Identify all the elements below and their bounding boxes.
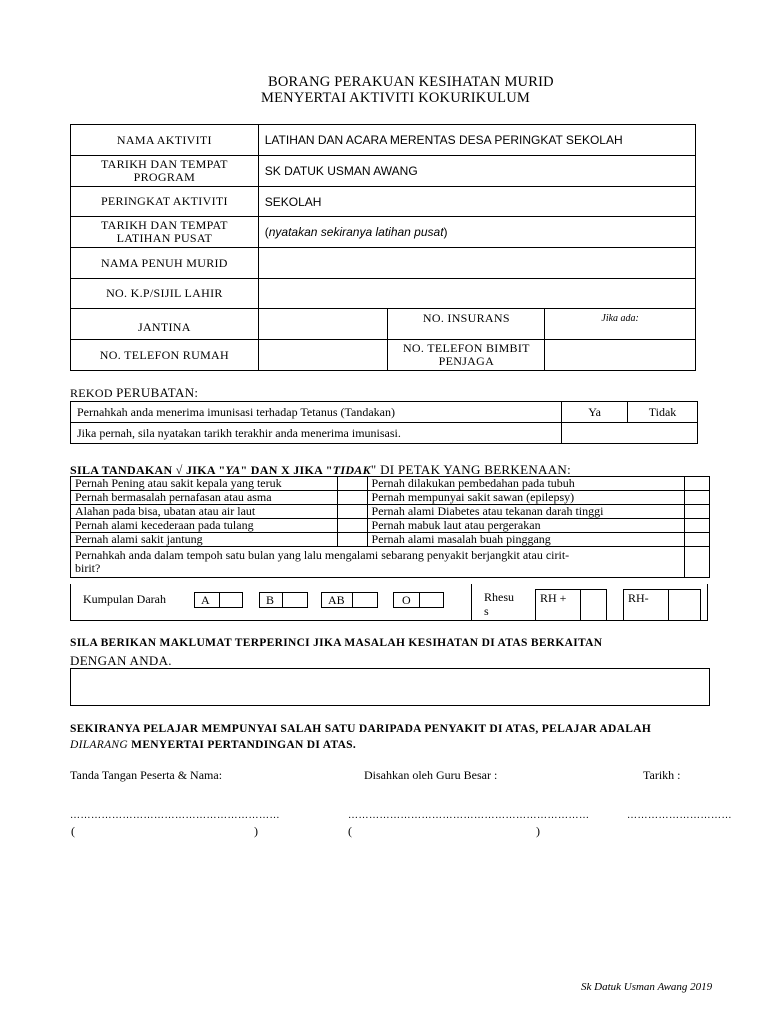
darah-a-box[interactable] <box>194 592 243 608</box>
tarikh-latihan-value[interactable]: (nyatakan sekiranya latihan pusat) <box>258 217 695 248</box>
darah-row <box>70 584 708 621</box>
penyakit-right-item: Pernah alami masalah buah pinggang <box>367 533 684 547</box>
tandakan-h2: JIKA " <box>186 463 226 477</box>
guru-label: Disahkan oleh Guru Besar : <box>364 768 498 782</box>
penyakit-left-checkbox[interactable] <box>337 533 367 547</box>
tandakan-h1: SILA TANDAKAN <box>70 463 173 477</box>
footer-text: Sk Datuk Usman Awang 2019 <box>581 981 713 993</box>
penyakit-left-checkbox[interactable] <box>337 505 367 519</box>
tandakan-h4: " DI PETAK YANG BERKENAAN: <box>370 462 571 477</box>
form-subtitle: MENYERTAI AKTIVITI KOKURIKULUM <box>261 90 530 106</box>
amaran-line1: SEKIRANYA PELAJAR MEMPUNYAI SALAH SATU DARIPADA PENYAKIT DI ATAS, PELAJAR ADALAH <box>70 723 652 735</box>
tarikh-program-label-line2: PROGRAM <box>133 170 196 184</box>
amaran-dilarang: DILARANG <box>70 739 128 751</box>
telefon-rumah-field[interactable] <box>258 340 388 371</box>
darah-a-label: A <box>201 593 210 607</box>
tarikh-imunisasi-field[interactable] <box>562 423 698 444</box>
tandakan-tidak: TIDAK <box>332 463 371 477</box>
rekod-heading-a: REKOD <box>70 386 113 400</box>
info-table <box>70 124 696 371</box>
telefon-rumah-label: NO. TELEFON RUMAH <box>71 340 259 371</box>
kp-field[interactable] <box>258 279 695 309</box>
darah-ab-box[interactable] <box>321 592 378 608</box>
penyakit-berjangkit-line2: birit? <box>75 561 101 575</box>
penyakit-right-checkbox[interactable] <box>685 477 710 491</box>
rh-negative-label: RH- <box>628 591 649 605</box>
kumpulan-darah-label: Kumpulan Darah <box>83 592 166 606</box>
form-title: BORANG PERAKUAN KESIHATAN MURID <box>268 74 554 90</box>
guru-sign-line[interactable]: …………………………………………………………… <box>348 810 590 821</box>
penyakit-left-checkbox[interactable] <box>337 491 367 505</box>
maklumat-field[interactable] <box>70 668 710 706</box>
telefon-bimbit-label <box>388 340 545 371</box>
rh-positive-box[interactable] <box>535 589 607 621</box>
penyakit-left-item: Alahan pada bisa, ubatan atau air laut <box>71 505 338 519</box>
peringkat-value[interactable]: SEKOLAH <box>258 187 695 217</box>
tandakan-ya: YA <box>225 463 241 477</box>
amaran-line2 <box>70 739 356 751</box>
peserta-name-open: ( <box>71 824 75 838</box>
darah-b-box[interactable] <box>259 592 308 608</box>
darah-o-box[interactable] <box>393 592 444 608</box>
telefon-bimbit-field[interactable] <box>545 340 696 371</box>
penyakit-right-checkbox[interactable] <box>685 505 710 519</box>
penyakit-left-checkbox[interactable] <box>337 477 367 491</box>
rh-negative-box[interactable] <box>623 589 701 621</box>
rhesus-label-line2: s <box>484 604 489 618</box>
penyakit-right-checkbox[interactable] <box>685 491 710 505</box>
tarikh-program-value[interactable]: SK DATUK USMAN AWANG <box>258 156 695 187</box>
darah-ab-label: AB <box>328 593 345 607</box>
penyakit-table <box>70 476 710 578</box>
penyakit-left-item: Pernah alami sakit jantung <box>71 533 338 547</box>
peserta-sign-line[interactable]: …………………………………………………… <box>70 810 280 821</box>
penyakit-left-item: Pernah alami kecederaan pada tulang <box>71 519 338 533</box>
insurans-field[interactable]: Jika ada: <box>545 309 696 340</box>
insurans-label: NO. INSURANS <box>388 309 545 340</box>
kp-label: NO. K.P/SIJIL LAHIR <box>71 279 259 309</box>
rekod-table <box>70 401 698 444</box>
guru-name-open: ( <box>348 824 352 838</box>
penyakit-left-item: Pernah Pening atau sakit kepala yang teruk <box>71 477 338 491</box>
nama-murid-field[interactable] <box>258 248 695 279</box>
darah-o-label: O <box>402 593 411 607</box>
tarikh-latihan-label-line1: TARIKH DAN TEMPAT <box>100 218 228 232</box>
tarikh-label: Tarikh : <box>643 768 681 782</box>
tandakan-h3: " DAN X JIKA " <box>240 463 333 477</box>
penyakit-right-checkbox[interactable] <box>685 519 710 533</box>
penyakit-right-item: Pernah dilakukan pembedahan pada tubuh <box>367 477 684 491</box>
maklumat-heading-line2: DENGAN ANDA. <box>70 653 172 668</box>
peserta-label: Tanda Tangan Peserta & Nama: <box>70 768 223 782</box>
rekod-heading <box>70 385 198 401</box>
penyakit-right-item: Pernah alami Diabetes atau tekanan darah tinggi <box>367 505 684 519</box>
penyakit-right-item: Pernah mempunyai sakit sawan (epilepsy) <box>367 491 684 505</box>
darah-b-label: B <box>266 593 275 607</box>
rh-positive-label: RH + <box>540 591 567 605</box>
penyakit-right-item: Pernah mabuk laut atau pergerakan <box>367 519 684 533</box>
maklumat-heading-line1: SILA BERIKAN MAKLUMAT TERPERINCI JIKA MASALAH KESIHATAN DI ATAS BERKAITAN <box>70 637 603 649</box>
guru-name-close: ) <box>536 824 540 838</box>
tarikh-imunisasi-question: Jika pernah, sila nyatakan tarikh terakhir anda menerima imunisasi. <box>71 423 562 444</box>
penyakit-left-checkbox[interactable] <box>337 519 367 533</box>
nama-aktiviti-value[interactable]: LATIHAN DAN ACARA MERENTAS DESA PERINGKAT SEKOLAH <box>258 125 695 156</box>
tarikh-latihan-hint: nyatakan sekiranya latihan pusat <box>268 225 444 239</box>
amaran-line2-rest: MENYERTAI PERTANDINGAN DI ATAS. <box>127 739 357 751</box>
jantina-field[interactable] <box>258 309 388 340</box>
tetanus-question: Pernahkah anda menerima imunisasi terhadap Tetanus (Tandakan) <box>71 402 562 423</box>
nama-aktiviti-label: NAMA AKTIVITI <box>71 125 259 156</box>
check-mark-icon: √ <box>175 463 183 477</box>
tarikh-program-label-line1: TARIKH DAN TEMPAT <box>100 157 228 171</box>
rekod-heading-b: PERUBATAN: <box>116 385 199 400</box>
telefon-bimbit-label-line1: NO. TELEFON BIMBIT <box>402 341 530 355</box>
tarikh-sign-line[interactable]: ………………………… <box>627 810 732 821</box>
tarikh-program-label <box>71 156 259 187</box>
rhesus-label-line1: Rhesu <box>484 590 514 604</box>
peringkat-label: PERINGKAT AKTIVITI <box>71 187 259 217</box>
darah-divider <box>471 584 472 620</box>
tarikh-latihan-label-line2: LATIHAN PUSAT <box>116 231 213 245</box>
tetanus-ya[interactable]: Ya <box>562 402 628 423</box>
rhesus-label <box>484 590 514 618</box>
tetanus-tidak[interactable]: Tidak <box>628 402 698 423</box>
penyakit-berjangkit-checkbox[interactable] <box>685 547 710 578</box>
penyakit-left-item: Pernah bermasalah pernafasan atau asma <box>71 491 338 505</box>
telefon-bimbit-label-line2: PENJAGA <box>438 354 495 368</box>
nama-murid-label: NAMA PENUH MURID <box>71 248 259 279</box>
peserta-name-close: ) <box>254 824 258 838</box>
penyakit-right-checkbox[interactable] <box>685 533 710 547</box>
penyakit-berjangkit-line1: Pernahkah anda dalam tempoh satu bulan yang lalu mengalami sebarang penyakit berjangkit atau cirit- <box>75 548 570 562</box>
penyakit-berjangkit-question <box>71 547 685 578</box>
tarikh-latihan-label <box>71 217 259 248</box>
jantina-label: JANTINA <box>71 309 259 340</box>
